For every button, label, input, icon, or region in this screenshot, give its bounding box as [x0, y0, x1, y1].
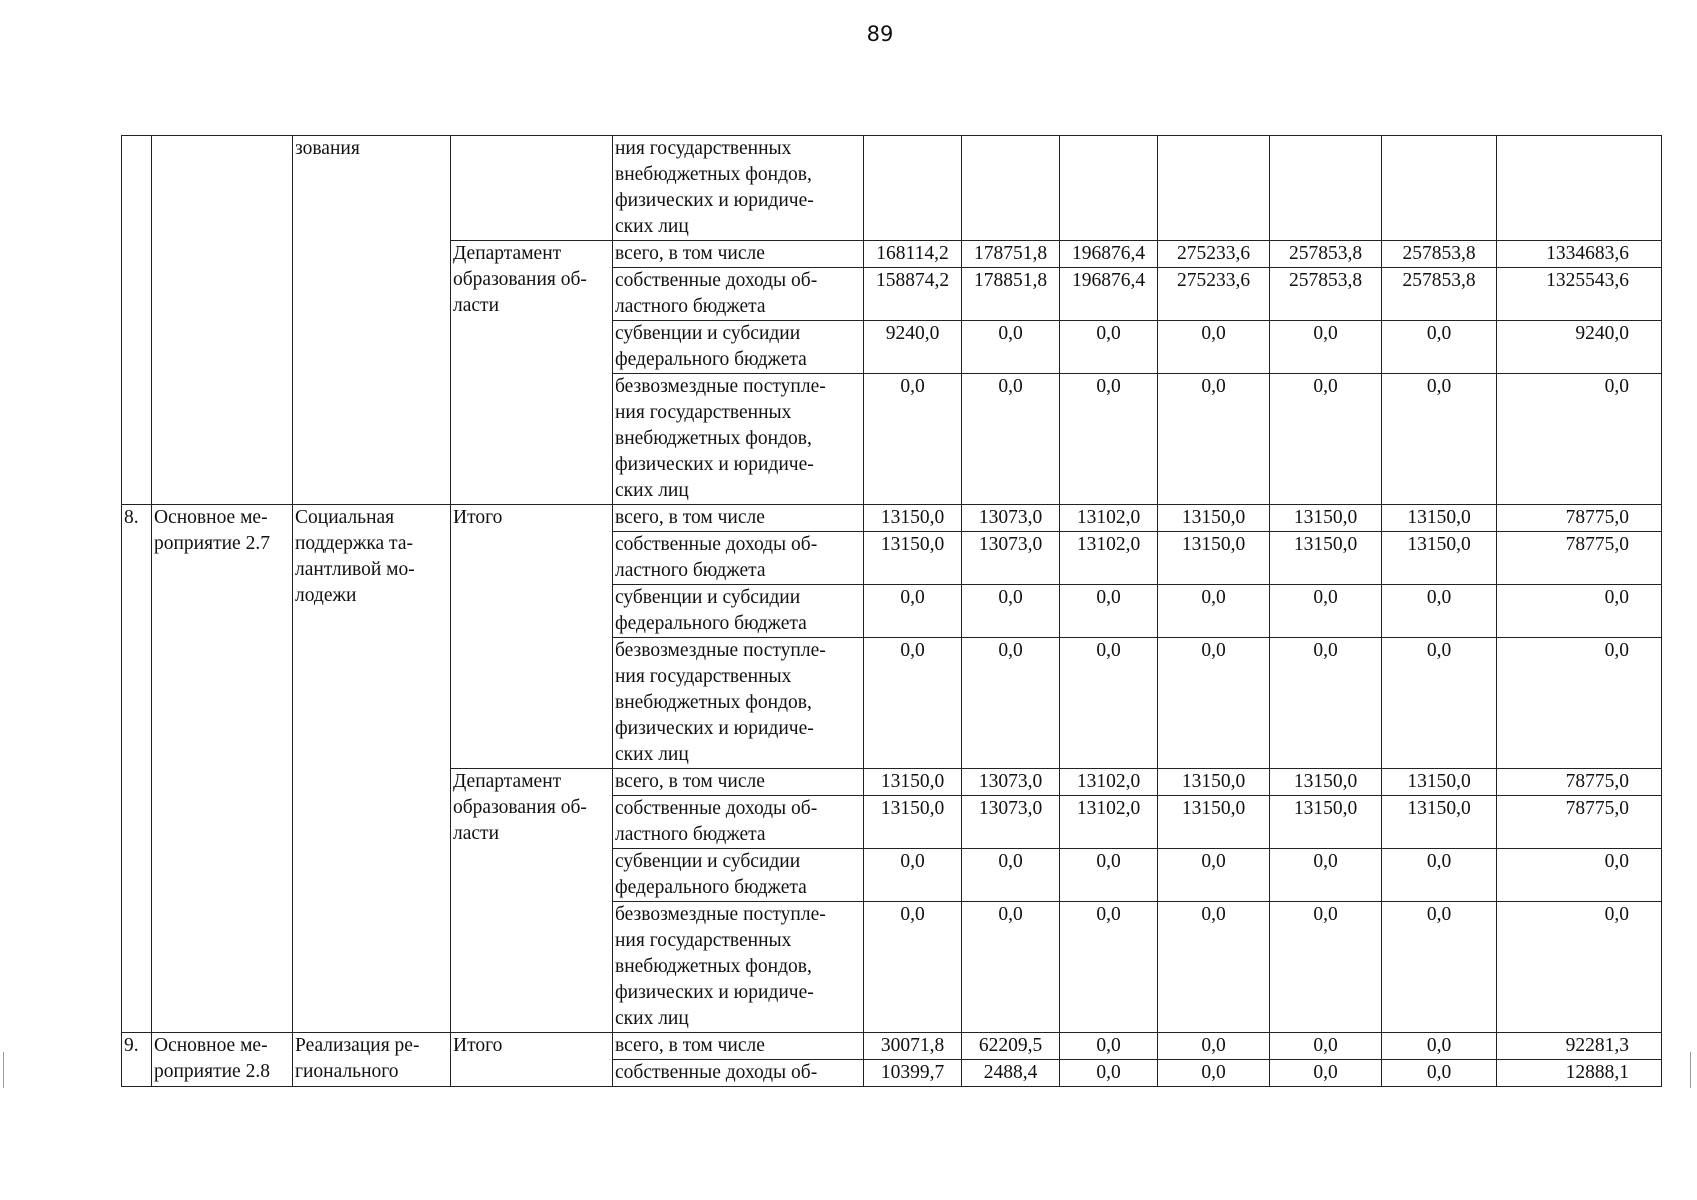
year-value-cell: 0,0 — [962, 321, 1060, 374]
year-value-cell: 13150,0 — [864, 769, 962, 796]
executor-cell: Итого — [451, 505, 613, 769]
year-value-cell: 0,0 — [1270, 638, 1382, 769]
year-value-cell: 196876,4 — [1060, 241, 1158, 268]
year-value-cell: 2488,4 — [962, 1060, 1060, 1087]
activity-cell — [152, 136, 293, 505]
total-value-cell: 0,0 — [1497, 902, 1662, 1033]
year-value-cell: 168114,2 — [864, 241, 962, 268]
executor-cell — [451, 136, 613, 241]
year-value-cell: 0,0 — [1060, 585, 1158, 638]
year-value-cell: 13150,0 — [864, 796, 962, 849]
year-value-cell: 13150,0 — [864, 505, 962, 532]
year-value-cell: 13102,0 — [1060, 532, 1158, 585]
year-value-cell: 0,0 — [1158, 1060, 1270, 1087]
year-value-cell: 0,0 — [864, 638, 962, 769]
executor-cell: Департамент образования об- ласти — [451, 769, 613, 1033]
funding-source-cell: ния государственных внебюджетных фондов, физических и юридиче- ских лиц — [613, 136, 864, 241]
year-value-cell: 0,0 — [1158, 374, 1270, 505]
year-value-cell: 13150,0 — [1270, 769, 1382, 796]
year-value-cell — [1382, 136, 1497, 241]
year-value-cell: 0,0 — [1158, 585, 1270, 638]
year-value-cell: 13150,0 — [1382, 532, 1497, 585]
table-body — [122, 136, 1662, 1087]
year-value-cell: 275233,6 — [1158, 241, 1270, 268]
year-value-cell: 0,0 — [1060, 1033, 1158, 1060]
year-value-cell: 62209,5 — [962, 1033, 1060, 1060]
funding-source-cell: всего, в том числе — [613, 505, 864, 532]
year-value-cell: 196876,4 — [1060, 268, 1158, 321]
funding-source-cell: безвозмездные поступле- ния государственных внебюджетных фондов, физических и юридиче- ских лиц — [613, 902, 864, 1033]
total-value-cell: 78775,0 — [1497, 532, 1662, 585]
year-value-cell: 0,0 — [962, 585, 1060, 638]
year-value-cell — [1270, 136, 1382, 241]
funding-source-cell: всего, в том числе — [613, 241, 864, 268]
year-value-cell: 0,0 — [1270, 585, 1382, 638]
year-value-cell: 257853,8 — [1382, 268, 1497, 321]
year-value-cell: 13150,0 — [1270, 532, 1382, 585]
year-value-cell: 0,0 — [1158, 849, 1270, 902]
funding-source-cell: субвенции и субсидии федерального бюджета — [613, 321, 864, 374]
table-row — [122, 1033, 1662, 1060]
activity-cell: Основное ме- роприятие 2.7 — [152, 505, 293, 1033]
total-value-cell: 78775,0 — [1497, 505, 1662, 532]
year-value-cell: 275233,6 — [1158, 268, 1270, 321]
year-value-cell: 178751,8 — [962, 241, 1060, 268]
year-value-cell: 13150,0 — [1158, 505, 1270, 532]
funding-source-cell: субвенции и субсидии федерального бюджета — [613, 585, 864, 638]
year-value-cell: 0,0 — [1158, 902, 1270, 1033]
page-number: 89 — [866, 22, 894, 46]
year-value-cell: 10399,7 — [864, 1060, 962, 1087]
year-value-cell: 0,0 — [1158, 638, 1270, 769]
total-value-cell: 78775,0 — [1497, 796, 1662, 849]
year-value-cell: 0,0 — [1158, 321, 1270, 374]
year-value-cell: 178851,8 — [962, 268, 1060, 321]
year-value-cell — [1060, 136, 1158, 241]
year-value-cell: 9240,0 — [864, 321, 962, 374]
total-value-cell: 1325543,6 — [1497, 268, 1662, 321]
year-value-cell: 13073,0 — [962, 769, 1060, 796]
funding-source-cell: безвозмездные поступле- ния государственных внебюджетных фондов, физических и юридиче- ских лиц — [613, 638, 864, 769]
funding-source-cell: собственные доходы об- ластного бюджета — [613, 532, 864, 585]
total-value-cell: 0,0 — [1497, 849, 1662, 902]
year-value-cell: 158874,2 — [864, 268, 962, 321]
year-value-cell: 0,0 — [1382, 849, 1497, 902]
total-value-cell: 0,0 — [1497, 638, 1662, 769]
year-value-cell: 0,0 — [1382, 1060, 1497, 1087]
year-value-cell: 13150,0 — [1158, 532, 1270, 585]
funding-source-cell: безвозмездные поступле- ния государственных внебюджетных фондов, физических и юридиче- ских лиц — [613, 374, 864, 505]
year-value-cell: 0,0 — [1382, 902, 1497, 1033]
funding-source-cell: собственные доходы об- ластного бюджета — [613, 268, 864, 321]
year-value-cell: 0,0 — [1060, 1060, 1158, 1087]
year-value-cell: 13150,0 — [1270, 796, 1382, 849]
year-value-cell: 0,0 — [962, 849, 1060, 902]
year-value-cell: 0,0 — [962, 638, 1060, 769]
year-value-cell: 0,0 — [1270, 374, 1382, 505]
year-value-cell: 13150,0 — [864, 532, 962, 585]
year-value-cell: 13102,0 — [1060, 505, 1158, 532]
year-value-cell: 257853,8 — [1270, 241, 1382, 268]
activity-name-cell: Реализация ре- гионального — [293, 1033, 451, 1087]
funding-source-cell: собственные доходы об- — [613, 1060, 864, 1087]
year-value-cell: 0,0 — [1270, 321, 1382, 374]
year-value-cell: 30071,8 — [864, 1033, 962, 1060]
year-value-cell: 0,0 — [962, 902, 1060, 1033]
year-value-cell: 257853,8 — [1270, 268, 1382, 321]
year-value-cell: 0,0 — [1060, 638, 1158, 769]
funding-source-cell: всего, в том числе — [613, 1033, 864, 1060]
executor-cell: Итого — [451, 1033, 613, 1087]
year-value-cell: 13150,0 — [1158, 796, 1270, 849]
year-value-cell: 0,0 — [1060, 849, 1158, 902]
year-value-cell: 0,0 — [864, 849, 962, 902]
row-index: 9. — [122, 1033, 152, 1087]
row-index — [122, 136, 152, 505]
year-value-cell: 257853,8 — [1382, 241, 1497, 268]
total-value-cell: 0,0 — [1497, 585, 1662, 638]
year-value-cell: 13150,0 — [1382, 505, 1497, 532]
activity-cell: Основное ме- роприятие 2.8 — [152, 1033, 293, 1087]
year-value-cell: 0,0 — [864, 374, 962, 505]
year-value-cell: 0,0 — [1270, 1060, 1382, 1087]
total-value-cell: 78775,0 — [1497, 769, 1662, 796]
year-value-cell: 0,0 — [1270, 1033, 1382, 1060]
year-value-cell: 0,0 — [1060, 902, 1158, 1033]
year-value-cell: 13150,0 — [1382, 796, 1497, 849]
funding-source-cell: субвенции и субсидии федерального бюджета — [613, 849, 864, 902]
year-value-cell: 13150,0 — [1158, 769, 1270, 796]
total-value-cell — [1497, 136, 1662, 241]
year-value-cell: 13073,0 — [962, 505, 1060, 532]
scan-mark — [1690, 1052, 1691, 1088]
table-row — [122, 136, 1662, 241]
year-value-cell: 0,0 — [864, 902, 962, 1033]
total-value-cell: 1334683,6 — [1497, 241, 1662, 268]
activity-name-cell: зования — [293, 136, 451, 505]
year-value-cell: 13150,0 — [1270, 505, 1382, 532]
total-value-cell: 12888,1 — [1497, 1060, 1662, 1087]
year-value-cell: 0,0 — [1060, 321, 1158, 374]
year-value-cell — [864, 136, 962, 241]
table-row — [122, 505, 1662, 532]
year-value-cell: 13073,0 — [962, 532, 1060, 585]
year-value-cell: 13102,0 — [1060, 796, 1158, 849]
row-index: 8. — [122, 505, 152, 1033]
year-value-cell: 0,0 — [962, 374, 1060, 505]
year-value-cell: 0,0 — [1382, 1033, 1497, 1060]
activity-name-cell: Социальная поддержка та- лантливой мо- лодежи — [293, 505, 451, 1033]
executor-cell: Департамент образования об- ласти — [451, 241, 613, 505]
funding-source-cell: собственные доходы об- ластного бюджета — [613, 796, 864, 849]
year-value-cell — [962, 136, 1060, 241]
year-value-cell: 13073,0 — [962, 796, 1060, 849]
year-value-cell: 0,0 — [1382, 585, 1497, 638]
year-value-cell: 13150,0 — [1382, 769, 1497, 796]
year-value-cell: 0,0 — [1060, 374, 1158, 505]
total-value-cell: 9240,0 — [1497, 321, 1662, 374]
year-value-cell: 0,0 — [1158, 1033, 1270, 1060]
year-value-cell: 0,0 — [864, 585, 962, 638]
funding-source-cell: всего, в том числе — [613, 769, 864, 796]
year-value-cell: 0,0 — [1382, 638, 1497, 769]
budget-table — [121, 135, 1662, 1087]
year-value-cell — [1158, 136, 1270, 241]
scan-mark — [3, 1052, 4, 1088]
year-value-cell: 0,0 — [1270, 902, 1382, 1033]
year-value-cell: 13102,0 — [1060, 769, 1158, 796]
year-value-cell: 0,0 — [1382, 374, 1497, 505]
total-value-cell: 92281,3 — [1497, 1033, 1662, 1060]
total-value-cell: 0,0 — [1497, 374, 1662, 505]
year-value-cell: 0,0 — [1382, 321, 1497, 374]
year-value-cell: 0,0 — [1270, 849, 1382, 902]
